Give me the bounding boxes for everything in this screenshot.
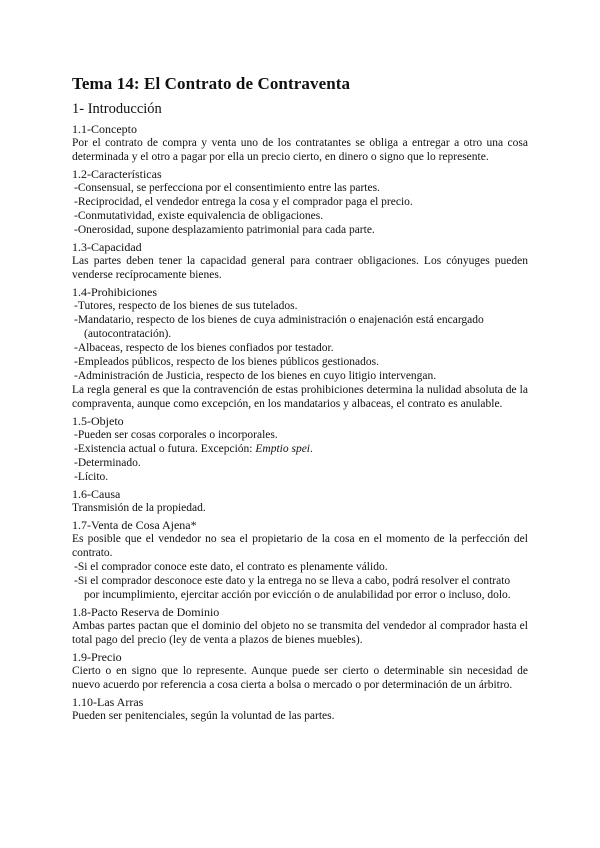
section-reserva-dominio [72,605,528,647]
section-prohibiciones [72,285,528,411]
paragraph: Cierto o en signo que lo represente. Aunque puede ser cierto o determinable sin necesidad de nuevo acuerdo por referencia a cosa cierta a bolsa o mercado o por determinación de un árbitro. [72,665,528,691]
section-precio [72,650,528,692]
list-item: -Reciprocidad, el vendedor entrega la cosa y el comprador paga el precio. [74,196,413,208]
list-item: -Determinado. [74,457,141,469]
section-capacidad [72,240,528,282]
list-item-text: -Existencia actual o futura. Excepción: [74,443,256,455]
section-causa [72,487,528,515]
list-item: -Mandatario, respecto de los bienes de cuya administración o enajenación está encargado (autocontratación). [74,314,484,340]
paragraph: Pueden ser penitenciales, según la voluntad de las partes. [72,710,335,722]
section-objeto [72,414,528,484]
paragraph: Es posible que el vendedor no sea el propietario de la cosa en el momento de la perfección del contrato. [72,533,528,559]
list-item: -Lícito. [74,471,109,483]
subsection-heading: 1.9-Precio [72,650,122,664]
latin-term: Emptio spei [255,443,310,455]
subsection-heading: 1.2-Características [72,167,162,181]
list-item: -Albaceas, respecto de los bienes confiados por testador. [74,342,334,354]
subsection-heading: 1.5-Objeto [72,414,124,428]
list-item: -Empleados públicos, respecto de los bienes públicos gestionados. [74,356,380,368]
list-item-punct: . [310,443,313,455]
list-item: -Consensual, se perfecciona por el consentimiento entre las partes. [74,182,380,194]
list-item: -Onerosidad, supone desplazamiento patrimonial para cada parte. [74,224,375,236]
bullet-list [72,181,528,237]
section-heading-introduccion: 1- Introducción [72,101,162,117]
subsection-heading: 1.3-Capacidad [72,240,142,254]
section-arras [72,695,528,723]
bullet-list [72,299,528,383]
bullet-list [72,428,528,484]
list-item: -Tutores, respecto de los bienes de sus tutelados. [74,300,298,312]
subsection-heading: 1.4-Prohibiciones [72,285,157,299]
paragraph: La regla general es que la contravención de estas prohibiciones determina la nulidad absoluta de la compraventa, aunque como excepción, en los mandatarios y albaceas, el contrato es anulable. [72,384,528,410]
list-item: -Administración de Justicia, respecto de los bienes en cuyo litigio intervengan. [74,370,437,382]
paragraph: Transmisión de la propiedad. [72,502,206,514]
bullet-list [72,560,528,602]
list-item: -Si el comprador conoce este dato, el contrato es plenamente válido. [74,561,388,573]
paragraph: Ambas partes pactan que el dominio del objeto no se transmita del vendedor al comprador hasta el total pago del precio (ley de venta a plazos de bienes muebles). [72,620,528,646]
subsection-heading: 1.7-Venta de Cosa Ajena* [72,518,197,532]
section-caracteristicas [72,167,528,237]
subsection-heading: 1.10-Las Arras [72,695,144,709]
subsection-heading: 1.1-Concepto [72,122,137,136]
subsection-heading: 1.6-Causa [72,487,121,501]
section-venta-cosa-ajena [72,518,528,602]
document-body [72,74,528,726]
paragraph: Las partes deben tener la capacidad general para contraer obligaciones. Los cónyuges pueden venderse recíprocamente bienes. [72,255,528,281]
section-concepto [72,122,528,164]
list-item [72,442,528,456]
list-item: -Pueden ser cosas corporales o incorporales. [74,429,278,441]
list-item: -Conmutatividad, existe equivalencia de obligaciones. [74,210,324,222]
paragraph: Por el contrato de compra y venta uno de los contratantes se obliga a entregar a otro una cosa determinada y el otro a pagar por ella un precio cierto, en dinero o signo que lo represente. [72,137,528,163]
list-item: -Si el comprador desconoce este dato y la entrega no se lleva a cabo, podrá resolver el contrato por incumplimiento, ejercitar acción por evicción o de anulabilidad por error o incluso, dolo. [74,575,511,601]
page-title: Tema 14: El Contrato de Contraventa [72,74,351,93]
subsection-heading: 1.8-Pacto Reserva de Dominio [72,605,220,619]
